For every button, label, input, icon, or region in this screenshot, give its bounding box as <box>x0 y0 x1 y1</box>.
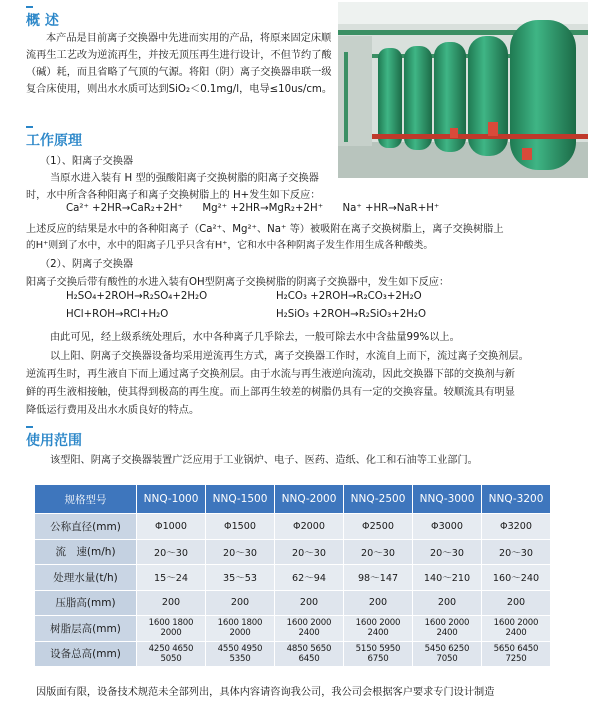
ion-exchanger-photo <box>338 2 588 178</box>
table-cell: 1600 2000 2400 <box>275 616 344 642</box>
table-cell: 20～30 <box>482 539 551 565</box>
table-cell: 20～30 <box>413 539 482 565</box>
table-cell: 4250 4650 5050 <box>137 641 206 667</box>
row-label: 处理水量(t/h) <box>35 565 137 591</box>
principle-title: 工作原理 <box>26 133 82 149</box>
table-cell: 200 <box>275 590 344 616</box>
table-cell: 200 <box>413 590 482 616</box>
table-cell: Φ3000 <box>413 514 482 540</box>
table-row <box>35 590 551 616</box>
tanks-illustration <box>338 2 588 178</box>
spec-table <box>34 484 551 667</box>
heading-marker <box>26 6 33 8</box>
footer-note: 因版面有限，设备技术规范未全部列出，具体内容请咨询我公司，我公司会根据客户要求专门设计制造 <box>36 687 495 698</box>
anion-paragraph-2: 由此可见，经上级系统处理后，水中各种离子几乎除去，一般可除去水中含盐量99%以上。 <box>50 332 460 343</box>
table-cell: 20～30 <box>206 539 275 565</box>
summary-line-4: 降低运行费用及出水水质良好的特点。 <box>26 405 200 416</box>
usage-title: 使用范围 <box>26 433 82 449</box>
table-cell: 62～94 <box>275 565 344 591</box>
table-cell: 4550 4950 5350 <box>206 641 275 667</box>
table-cell: 5650 6450 7250 <box>482 641 551 667</box>
table-cell: 1600 2000 2400 <box>344 616 413 642</box>
cation-paragraph-2a: 上述反应的结果是水中的各种阳离子（Ca²⁺、Mg²⁺、Na⁺ 等）被吸附在离子交换树脂上，离子交换树脂上 <box>26 224 504 235</box>
table-row <box>35 514 551 540</box>
table-cell: 200 <box>137 590 206 616</box>
table-cell: Φ3200 <box>482 514 551 540</box>
overview-title: 概 述 <box>26 13 59 29</box>
table-cell: 98～147 <box>344 565 413 591</box>
anion-equation-1b: H₂CO₃ +2ROH→R₂CO₃+2H₂O <box>276 291 422 302</box>
table-header-model: NNQ-2000 <box>275 485 344 514</box>
table-cell: Φ2500 <box>344 514 413 540</box>
table-row <box>35 641 551 667</box>
table-cell: 5450 6250 7050 <box>413 641 482 667</box>
row-label: 设备总高(mm) <box>35 641 137 667</box>
row-label: 流 速(m/h) <box>35 539 137 565</box>
anion-equation-1a: H₂SO₄+2ROH→R₂SO₄+2H₂O <box>66 291 208 302</box>
table-row <box>35 539 551 565</box>
row-label: 公称直径(mm) <box>35 514 137 540</box>
table-cell: 4850 5650 6450 <box>275 641 344 667</box>
table-cell: 20～30 <box>344 539 413 565</box>
table-header-model: NNQ-3200 <box>482 485 551 514</box>
summary-line-3: 鲜的再生液相接触，使其得到极高的再生度。而上部再生较差的树脂仍具有一定的交换容量。较顺流具有明显 <box>26 387 515 398</box>
table-cell: 1600 1800 2000 <box>137 616 206 642</box>
anion-heading: （2）、阴离子交换器 <box>40 259 134 270</box>
table-header-model: NNQ-1500 <box>206 485 275 514</box>
table-cell: 35～53 <box>206 565 275 591</box>
cation-paragraph-2b: 的H⁺则到了水中，水中的阳离子几乎只含有H⁺，它和水中各种阴离子发生作用生成各种酸类。 <box>26 240 434 251</box>
cation-paragraph-1a: 当原水进入装有 H 型的强酸阳离子交换树脂的阳离子交换器 <box>50 173 319 184</box>
table-cell: 200 <box>344 590 413 616</box>
table-cell: 5150 5950 6750 <box>344 641 413 667</box>
table-header-label: 规格型号 <box>35 485 137 514</box>
usage-body: 该型阳、阴离子交换器装置广泛应用于工业锅炉、电子、医药、造纸、化工和石油等工业部门。 <box>50 455 478 466</box>
table-header-model: NNQ-2500 <box>344 485 413 514</box>
anion-equation-2b: H₂SiO₃ +2ROH→R₂SiO₃+2H₂O <box>276 309 427 320</box>
table-cell: 20～30 <box>275 539 344 565</box>
table-row <box>35 565 551 591</box>
table-header-model: NNQ-1000 <box>137 485 206 514</box>
table-cell: 200 <box>482 590 551 616</box>
heading-marker <box>26 426 33 428</box>
cation-heading: （1）、阳离子交换器 <box>40 156 134 167</box>
table-cell: 15～24 <box>137 565 206 591</box>
table-cell: Φ1000 <box>137 514 206 540</box>
anion-equation-2a: HCl+ROH→RCl+H₂O <box>66 309 169 320</box>
table-cell: Φ1500 <box>206 514 275 540</box>
cation-paragraph-1b: 时，水中所含各种阳离子和离子交换树脂上的 H+发生如下反应： <box>26 190 321 201</box>
table-cell: 20～30 <box>137 539 206 565</box>
heading-marker <box>26 126 33 128</box>
table-cell: 1600 2000 2400 <box>413 616 482 642</box>
summary-line-2: 逆流再生时，再生液自下而上通过离子交换剂层。由于水流与再生液逆向流动，因此交换器下部的交换剂与新 <box>26 369 515 380</box>
cation-equations: Ca²⁺ +2HR→CaR₂+2H⁺ Mg²⁺ +2HR→MgR₂+2H⁺ Na⁺ +HR→NaR+H⁺ <box>66 203 440 214</box>
table-cell: 1600 2000 2400 <box>482 616 551 642</box>
table-row <box>35 616 551 642</box>
overview-body: 本产品是目前离子交换器中先进而实用的产品，将原来固定床顺流再生工艺改为逆流再生，并按无顶压再生进行设计，不但节约了酸（碱）耗，而且省略了气顶的气源。将阳（阴）离子交换器串联一级复合床使用，则出水水质可达到SiO₂＜0.1mg/l，电导≤10us/cm。 <box>26 33 333 95</box>
row-label: 树脂层高(mm) <box>35 616 137 642</box>
table-cell: 140～210 <box>413 565 482 591</box>
table-cell: 160～240 <box>482 565 551 591</box>
anion-paragraph-1: 阳离子交换后带有酸性的水进入装有OH型阴离子交换树脂的阴离子交换器中，发生如下反应： <box>26 277 450 288</box>
table-header-row <box>35 485 551 514</box>
table-cell: 1600 1800 2000 <box>206 616 275 642</box>
table-cell: 200 <box>206 590 275 616</box>
row-label: 压脂高(mm) <box>35 590 137 616</box>
summary-line-1: 以上阳、阴离子交换器设备均采用逆流再生方式，离子交换器工作时，水流自上而下，流过离子交换剂层。 <box>50 351 529 362</box>
table-header-model: NNQ-3000 <box>413 485 482 514</box>
table-cell: Φ2000 <box>275 514 344 540</box>
